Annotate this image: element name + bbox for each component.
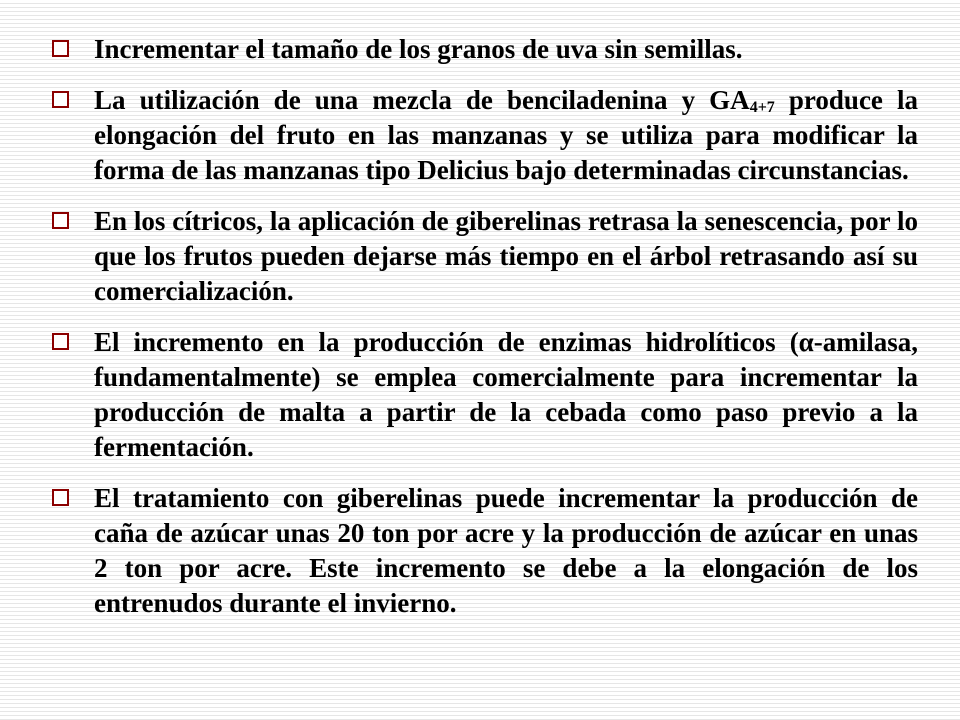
bullet-text-continuation: produce la elongación del fruto en las manzanas y se utiliza para modificar la forma de las manzanas tipo Delicius bajo determinadas circunstancias.: [94, 85, 918, 185]
subscript-text: 4+7: [749, 99, 775, 116]
bullet-item: [52, 83, 918, 188]
bullet-text-main: Incrementar el tamaño de los granos de uva sin semillas.: [94, 34, 743, 64]
bullet-text: [94, 32, 918, 67]
hollow-square-bullet-icon: [52, 40, 69, 57]
bullet-item: [52, 204, 918, 309]
bullet-item: [52, 325, 918, 465]
hollow-square-bullet-icon: [52, 333, 69, 350]
bullet-text: [94, 325, 918, 465]
bullet-text-main: El incremento en la producción de enzimas hidrolíticos (α-amilasa, fundamentalmente) se emplea comercialmente para incrementar la producción de malta a partir de la cebada como paso previo a la fermentación.: [94, 327, 918, 462]
bullet-text: [94, 83, 918, 188]
bullet-text-main: En los cítricos, la aplicación de giberelinas retrasa la senescencia, por lo que los frutos pueden dejarse más tiempo en el árbol retrasando así su comercialización.: [94, 206, 918, 306]
bullet-text-main: La utilización de una mezcla de benciladenina y GA: [94, 85, 750, 115]
hollow-square-bullet-icon: [52, 489, 69, 506]
hollow-square-bullet-icon: [52, 91, 69, 108]
bullet-item: [52, 481, 918, 621]
bullet-list: [52, 32, 918, 637]
bullet-text: [94, 481, 918, 621]
bullet-text: [94, 204, 918, 309]
hollow-square-bullet-icon: [52, 212, 69, 229]
bullet-text-main: El tratamiento con giberelinas puede incrementar la producción de caña de azúcar unas 20 ton por acre y la producción de azúcar en unas 2 ton por acre. Este incremento se debe a la elongación de los entrenudos durante el invierno.: [94, 483, 918, 618]
bullet-item: [52, 32, 918, 67]
